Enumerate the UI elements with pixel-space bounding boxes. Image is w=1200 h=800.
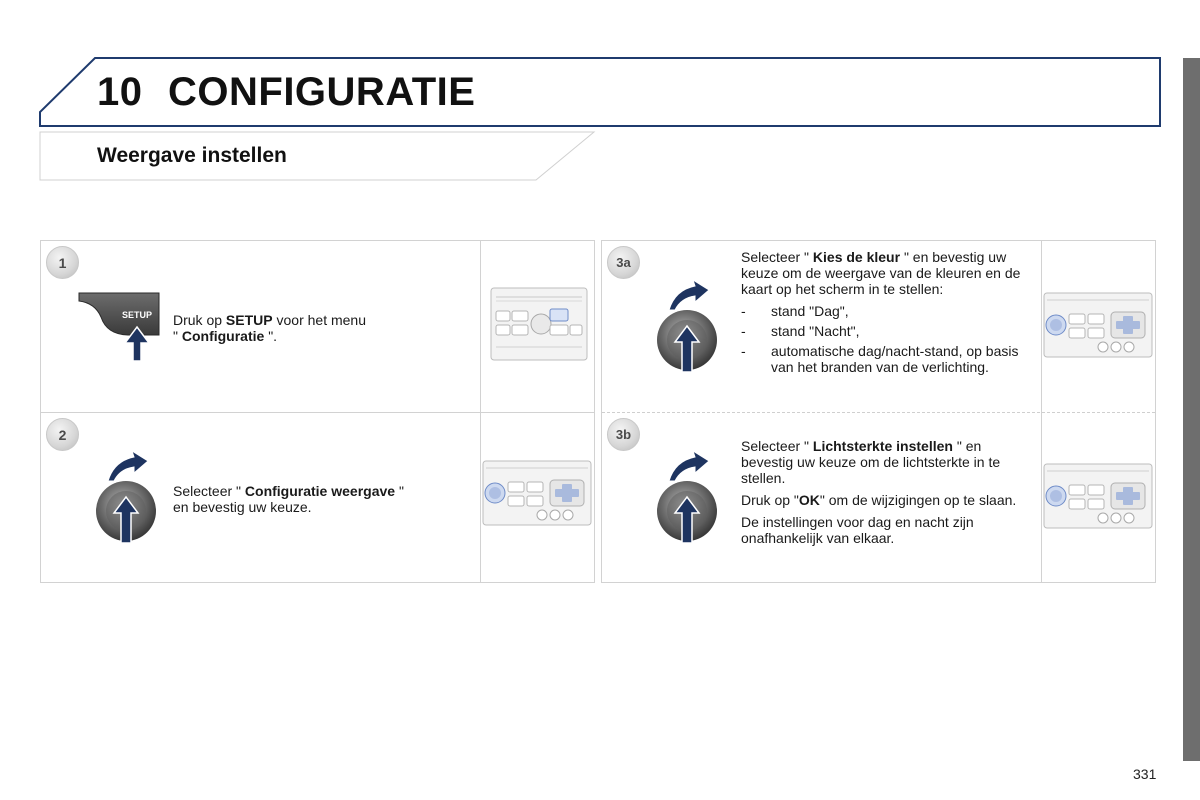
step-2-text: Selecteer " Configuratie weergave " en bevestig uw keuze. — [173, 483, 404, 515]
step-badge-1: 1 — [46, 246, 79, 279]
row-divider — [602, 412, 1155, 413]
chapter-title: CONFIGURATIE — [168, 70, 476, 114]
section-title: Weergave instellen — [97, 144, 287, 167]
page-edge-bar — [1183, 58, 1200, 761]
radio-panel-icon — [1043, 463, 1153, 529]
step-badge-3a: 3a — [607, 246, 640, 279]
page-number: 331 — [1133, 766, 1157, 782]
step-badge-2: 2 — [46, 418, 79, 451]
steps-panel-left — [40, 240, 595, 583]
rotary-knob-icon — [655, 278, 721, 374]
rotary-knob-icon — [655, 449, 721, 545]
setup-button-label: SETUP — [121, 310, 153, 320]
radio-panel-icon — [490, 287, 588, 361]
steps-panel-right — [601, 240, 1156, 583]
list-item: - stand "Nacht", — [741, 323, 1031, 339]
step-3b-text: Selecteer " Lichtsterkte instellen " en bevestig uw keuze om de lichtsterkte in te stellen. Druk op "OK" om de wijzigingen op te slaan. De instellingen voor dag en nacht zijn onafhankelijk van elkaar. — [741, 438, 1017, 546]
row-divider — [41, 412, 594, 413]
step-3a-text: Selecteer " Kies de kleur " en bevestig uw keuze om de weergave van de kleuren en de kaart op het scherm in te stellen: - stand "Dag", - stand "Nacht", - automatische dag/nacht-stand, op basis van het branden van de verlichting. — [741, 249, 1031, 379]
rotary-knob-icon — [94, 449, 160, 545]
list-item: - automatische dag/nacht-stand, op basis van het branden van de verlichting. — [741, 343, 1031, 375]
list-item: - stand "Dag", — [741, 303, 1031, 319]
display-mode-list — [741, 303, 1031, 375]
chapter-number: 10 — [97, 70, 143, 114]
setup-button-icon — [77, 291, 165, 363]
radio-panel-icon — [482, 460, 592, 526]
step-1-text: Druk op SETUP voor het menu " Configuratie ". — [173, 312, 366, 344]
step-badge-3b: 3b — [607, 418, 640, 451]
radio-panel-icon — [1043, 292, 1153, 358]
